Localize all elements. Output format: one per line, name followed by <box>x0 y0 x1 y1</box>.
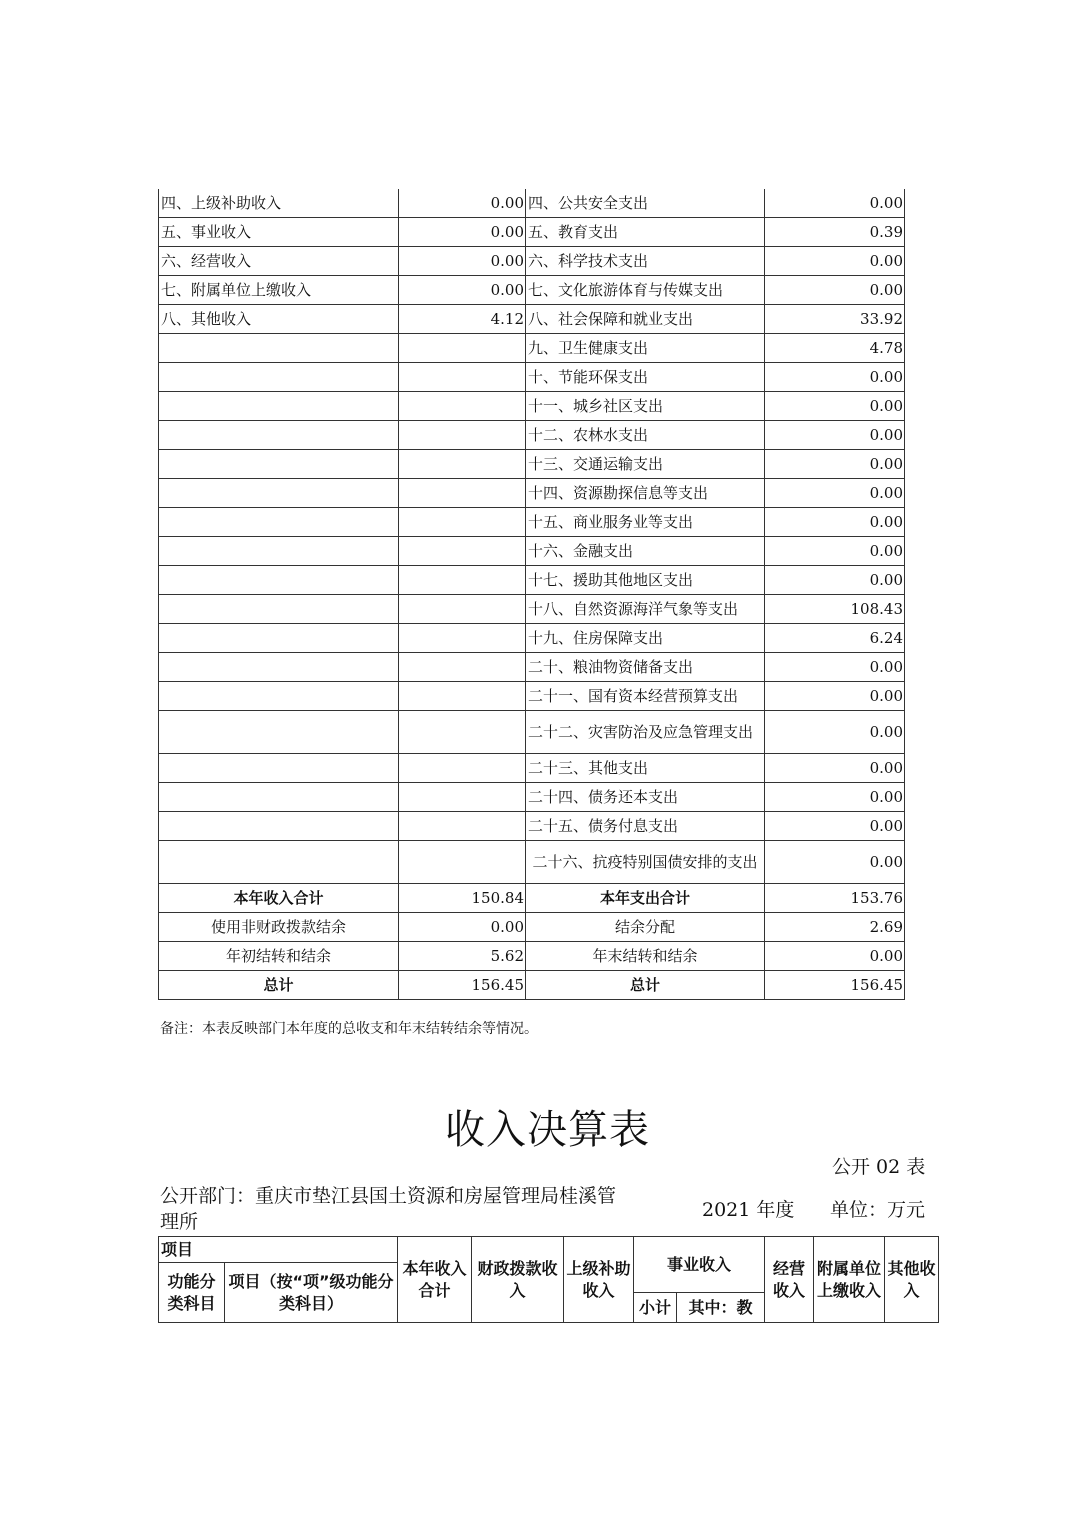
table-row <box>159 392 905 421</box>
income-value: 4.12 <box>399 305 526 334</box>
expense-label: 二十六、抗疫特别国债安排的支出 <box>526 841 765 884</box>
table-row <box>159 537 905 566</box>
table-row <box>159 479 905 508</box>
expense-value: 0.00 <box>765 711 905 754</box>
empty-cell <box>159 783 399 812</box>
expense-value: 0.00 <box>765 392 905 421</box>
header-func-class: 功能分类科目 <box>159 1263 225 1323</box>
expense-value: 0.00 <box>765 841 905 884</box>
income-label: 五、事业收入 <box>159 218 399 247</box>
expense-label: 二十一、国有资本经营预算支出 <box>526 682 765 711</box>
expense-label: 十三、交通运输支出 <box>526 450 765 479</box>
totals-row <box>159 913 905 942</box>
expense-value: 0.39 <box>765 218 905 247</box>
department-label: 公开部门：重庆市垫江县国土资源和房屋管理局桂溪管理所 <box>160 1185 617 1233</box>
expense-label: 二十、粮油物资储备支出 <box>526 653 765 682</box>
expense-value: 0.00 <box>765 479 905 508</box>
expense-label: 六、科学技术支出 <box>526 247 765 276</box>
expense-value: 6.24 <box>765 624 905 653</box>
empty-cell <box>399 450 526 479</box>
empty-cell <box>159 479 399 508</box>
expense-value: 33.92 <box>765 305 905 334</box>
unit-label: 单位：万元 <box>830 1199 926 1221</box>
income-total-label: 使用非财政拨款结余 <box>159 913 399 942</box>
table-row <box>159 421 905 450</box>
totals-row <box>159 971 905 1000</box>
empty-cell <box>159 682 399 711</box>
expense-label: 七、文化旅游体育与传媒支出 <box>526 276 765 305</box>
expense-value: 0.00 <box>765 421 905 450</box>
income-grand-total-label: 总计 <box>159 971 399 1000</box>
table-code: 公开 02 表 <box>832 1156 926 1178</box>
empty-cell <box>399 421 526 450</box>
table-row <box>159 305 905 334</box>
income-label: 七、附属单位上缴收入 <box>159 276 399 305</box>
income-table-header <box>158 1236 939 1323</box>
expense-label: 二十五、债务付息支出 <box>526 812 765 841</box>
table-row <box>159 363 905 392</box>
income-value: 0.00 <box>399 247 526 276</box>
income-total-label: 年初结转和结余 <box>159 942 399 971</box>
income-total-value: 5.62 <box>399 942 526 971</box>
expense-total-label: 本年支出合计 <box>526 884 765 913</box>
table-row <box>159 624 905 653</box>
table-row <box>159 450 905 479</box>
income-value: 0.00 <box>399 218 526 247</box>
expense-label: 十二、农林水支出 <box>526 421 765 450</box>
expense-value: 0.00 <box>765 682 905 711</box>
expense-total-value: 0.00 <box>765 942 905 971</box>
expense-value: 0.00 <box>765 508 905 537</box>
table-row <box>159 841 905 884</box>
table-row <box>159 754 905 783</box>
header-subtotal: 小计 <box>634 1293 677 1323</box>
empty-cell <box>399 754 526 783</box>
empty-cell <box>399 595 526 624</box>
table-row <box>159 682 905 711</box>
header-affiliated: 附属单位上缴收入 <box>814 1237 885 1323</box>
empty-cell <box>159 653 399 682</box>
income-total-label: 本年收入合计 <box>159 884 399 913</box>
header-operating: 经营收入 <box>765 1237 814 1323</box>
table-row <box>159 653 905 682</box>
totals-row <box>159 942 905 971</box>
table-row <box>159 247 905 276</box>
expense-label: 二十四、债务还本支出 <box>526 783 765 812</box>
header-business: 事业收入 <box>634 1237 765 1293</box>
table-note: 备注：本表反映部门本年度的总收支和年末结转结余等情况。 <box>160 1021 538 1037</box>
empty-cell <box>159 595 399 624</box>
expense-label: 十六、金融支出 <box>526 537 765 566</box>
empty-cell <box>159 624 399 653</box>
expense-value: 0.00 <box>765 812 905 841</box>
empty-cell <box>159 392 399 421</box>
header-total-income: 本年收入合计 <box>398 1237 472 1323</box>
income-label: 六、经营收入 <box>159 247 399 276</box>
header-row <box>159 1237 939 1263</box>
header-superior: 上级补助收入 <box>564 1237 634 1323</box>
expense-label: 十七、援助其他地区支出 <box>526 566 765 595</box>
expense-label: 十一、城乡社区支出 <box>526 392 765 421</box>
table-row <box>159 812 905 841</box>
expense-label: 二十三、其他支出 <box>526 754 765 783</box>
empty-cell <box>399 363 526 392</box>
empty-cell <box>159 537 399 566</box>
expense-label: 九、卫生健康支出 <box>526 334 765 363</box>
empty-cell <box>159 711 399 754</box>
income-value: 0.00 <box>399 276 526 305</box>
empty-cell <box>159 841 399 884</box>
expense-label: 八、社会保障和就业支出 <box>526 305 765 334</box>
table-row <box>159 189 905 218</box>
fiscal-year: 2021 年度 <box>702 1199 795 1221</box>
empty-cell <box>159 363 399 392</box>
empty-cell <box>399 783 526 812</box>
expense-value: 0.00 <box>765 566 905 595</box>
empty-cell <box>159 508 399 537</box>
section-title: 收入决算表 <box>445 1107 650 1153</box>
empty-cell <box>159 334 399 363</box>
revenue-expenditure-table <box>158 189 905 1000</box>
empty-cell <box>399 566 526 595</box>
expense-value: 108.43 <box>765 595 905 624</box>
income-total-value: 150.84 <box>399 884 526 913</box>
empty-cell <box>159 450 399 479</box>
expense-total-value: 153.76 <box>765 884 905 913</box>
expense-value: 0.00 <box>765 247 905 276</box>
income-grand-total-value: 156.45 <box>399 971 526 1000</box>
totals-row <box>159 884 905 913</box>
table-row <box>159 508 905 537</box>
expense-label: 十九、住房保障支出 <box>526 624 765 653</box>
income-value: 0.00 <box>399 189 526 218</box>
expense-value: 0.00 <box>765 363 905 392</box>
expense-total-label: 结余分配 <box>526 913 765 942</box>
expense-value: 0.00 <box>765 189 905 218</box>
expense-value: 0.00 <box>765 276 905 305</box>
expense-total-label: 年末结转和结余 <box>526 942 765 971</box>
income-total-value: 0.00 <box>399 913 526 942</box>
table-row <box>159 711 905 754</box>
expense-label: 二十二、灾害防治及应急管理支出 <box>526 711 765 754</box>
header-other: 其他收入 <box>885 1237 939 1323</box>
expense-value: 0.00 <box>765 450 905 479</box>
table-row <box>159 218 905 247</box>
expense-label: 十八、自然资源海洋气象等支出 <box>526 595 765 624</box>
expense-grand-total-value: 156.45 <box>765 971 905 1000</box>
income-label: 四、上级补助收入 <box>159 189 399 218</box>
header-fiscal: 财政拨款收入 <box>472 1237 564 1323</box>
empty-cell <box>399 624 526 653</box>
expense-label: 十五、商业服务业等支出 <box>526 508 765 537</box>
header-project: 项目 <box>159 1237 398 1263</box>
table-row <box>159 783 905 812</box>
expense-value: 0.00 <box>765 754 905 783</box>
expense-label: 十、节能环保支出 <box>526 363 765 392</box>
income-label: 八、其他收入 <box>159 305 399 334</box>
empty-cell <box>159 812 399 841</box>
empty-cell <box>399 812 526 841</box>
empty-cell <box>159 566 399 595</box>
empty-cell <box>399 841 526 884</box>
empty-cell <box>399 537 526 566</box>
expense-value: 0.00 <box>765 653 905 682</box>
expense-label: 五、教育支出 <box>526 218 765 247</box>
table-row <box>159 595 905 624</box>
expense-value: 4.78 <box>765 334 905 363</box>
table-row <box>159 276 905 305</box>
empty-cell <box>159 754 399 783</box>
empty-cell <box>159 421 399 450</box>
empty-cell <box>399 334 526 363</box>
table-row <box>159 566 905 595</box>
empty-cell <box>399 508 526 537</box>
empty-cell <box>399 479 526 508</box>
empty-cell <box>399 392 526 421</box>
expense-total-value: 2.69 <box>765 913 905 942</box>
expense-label: 四、公共安全支出 <box>526 189 765 218</box>
expense-value: 0.00 <box>765 783 905 812</box>
empty-cell <box>399 653 526 682</box>
expense-grand-total-label: 总计 <box>526 971 765 1000</box>
expense-value: 0.00 <box>765 537 905 566</box>
empty-cell <box>399 711 526 754</box>
header-of-which: 其中：教 <box>677 1293 765 1323</box>
header-item-name: 项目（按“项”级功能分类科目） <box>225 1263 398 1323</box>
expense-label: 十四、资源勘探信息等支出 <box>526 479 765 508</box>
empty-cell <box>399 682 526 711</box>
table-row <box>159 334 905 363</box>
